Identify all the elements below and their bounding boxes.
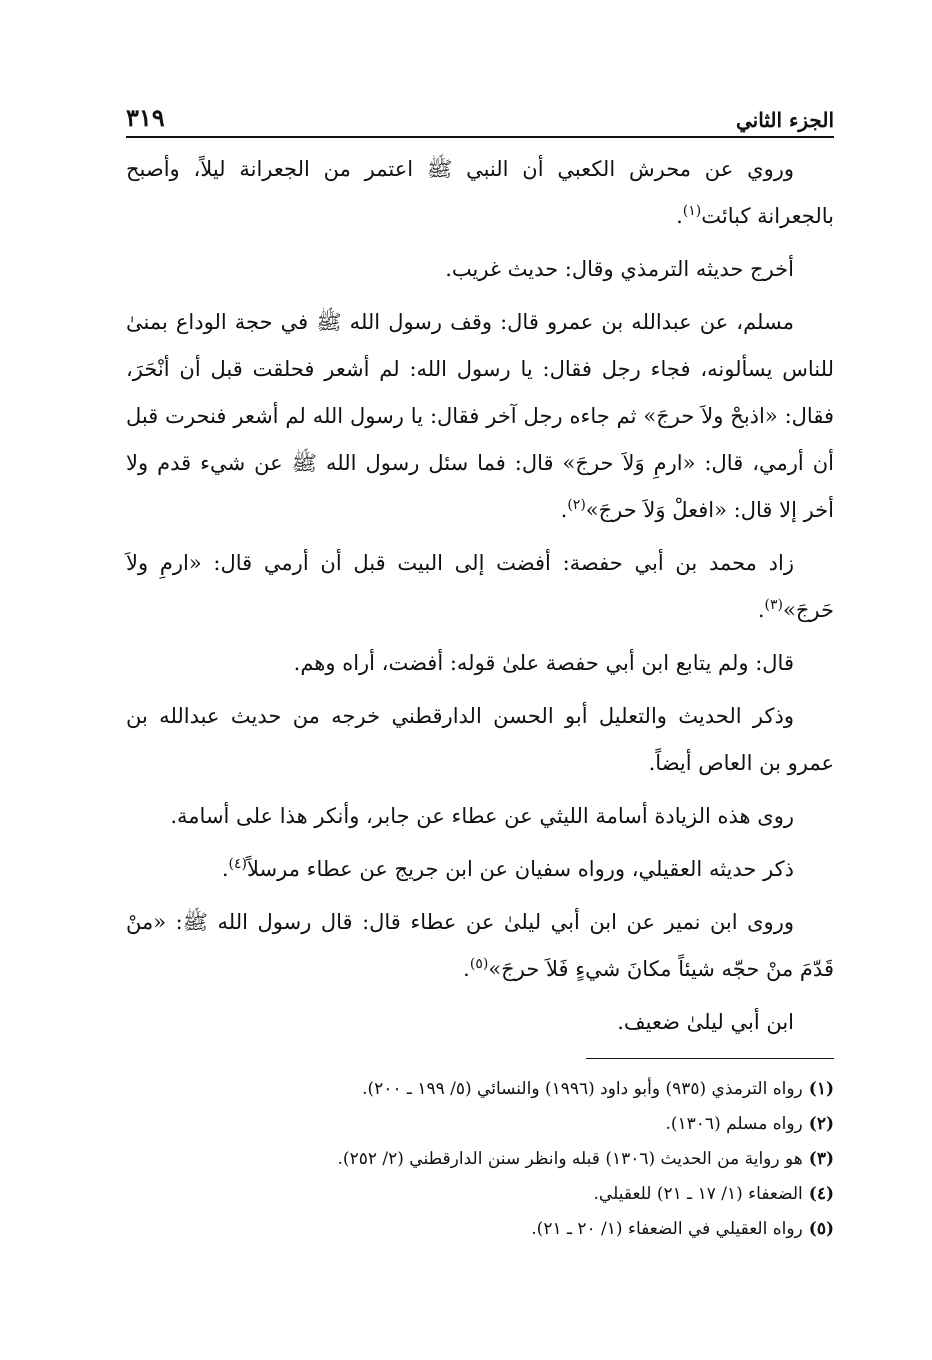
paragraph-2: أخرج حديثه الترمذي وقال: حديث غريب. xyxy=(445,257,794,281)
footnote-ref-5: (٥) xyxy=(469,956,489,972)
paragraph-1: وروي عن محرش الكعبي أن النبي ﷺ اعتمر من الجعرانة ليلاً، وأصبح بالجعرانة كبائت$^{(١)}$. xyxy=(126,157,834,228)
paragraph-10: ابن أبي ليلىٰ ضعيف. xyxy=(617,1010,794,1034)
footnote-2: (٢)رواه مسلم (١٣٠٦). xyxy=(665,1114,834,1134)
page-number: ٣١٩ xyxy=(126,103,165,132)
footnote-1: (١)رواه الترمذي (٩٣٥) وأبو داود (١٩٩٦) والنسائي (٥/ ١٩٩ ـ ٢٠٠). xyxy=(362,1079,834,1099)
footnote-5: (٥)رواه العقيلي في الضعفاء (١/ ٢٠ ـ ٢١). xyxy=(531,1219,834,1239)
paragraph-8: ذكر حديثه العقيلي، ورواه سفيان عن ابن جريج عن عطاء مرسلاً$^{(٤)}$. xyxy=(221,856,794,881)
footnote-divider xyxy=(586,1058,834,1059)
footnote-ref-1: (١) xyxy=(682,203,702,219)
footnotes xyxy=(126,1072,834,1247)
paragraph-7: روى هذه الزيادة أسامة الليثي عن عطاء عن جابر، وأنكر هذا على أسامة. xyxy=(170,804,794,828)
main-text xyxy=(126,146,834,1052)
paragraph-6: وذكر الحديث والتعليل أبو الحسن الدارقطني خرجه من حديث عبدالله بن عمرو بن العاص أيضاً. xyxy=(126,704,834,775)
paragraph-4: زاد محمد بن أبي حفصة: أفضت إلى البيت قبل أن أرمي قال: «ارمِ ولاَ حَرجَ»$^{(٣)}$. xyxy=(126,551,834,622)
footnote-3: (٣)هو رواية من الحديث (١٣٠٦) قبله وانظر سنن الدارقطني (٢/ ٢٥٢). xyxy=(337,1149,834,1169)
footnote-ref-4: (٤) xyxy=(228,856,248,872)
footnote-4: (٤)الضعفاء (١/ ١٧ ـ ٢١) للعقيلي. xyxy=(593,1184,834,1204)
footnote-ref-2: (٢) xyxy=(567,497,586,513)
footnote-ref-3: (٣) xyxy=(764,597,784,613)
header-divider xyxy=(126,136,834,138)
page-header xyxy=(126,92,834,132)
paragraph-9: وروى ابن نمير عن ابن أبي ليلىٰ عن عطاء قال: قال رسول الله ﷺ: «منْ قَدّمَ منْ حجّه شيئاً مكانَ شيءٍ فَلاَ حرجَ»$^{(٥)}$. xyxy=(126,910,834,981)
paragraph-5: قال: ولم يتابع ابن أبي حفصة علىٰ قوله: أفضت، أراه وهم. xyxy=(293,651,794,675)
paragraph-3: مسلم، عن عبدالله بن عمرو قال: وقف رسول الله ﷺ في حجة الوداع بمنىٰ للناس يسألونه، فجاء رجل فقال: يا رسول الله: لم أشعر فحلقت قبل أن أنْحَرَ، فقال: «اذبحْ ولاَ حرجَ» ثم جاءه رجل آخر فقال: يا رسول الله لم أشعر فنحرت قبل أن أرمي، قال: «ارمِ وَلاَ حرجَ» قال: فما سئل رسول الله ﷺ عن شيء قدم ولا أخر إلا قال: «افعلْ وَلاَ حرجَ»$^{(٢)}$. xyxy=(126,310,834,522)
running-title: الجزء الثاني xyxy=(736,108,834,132)
